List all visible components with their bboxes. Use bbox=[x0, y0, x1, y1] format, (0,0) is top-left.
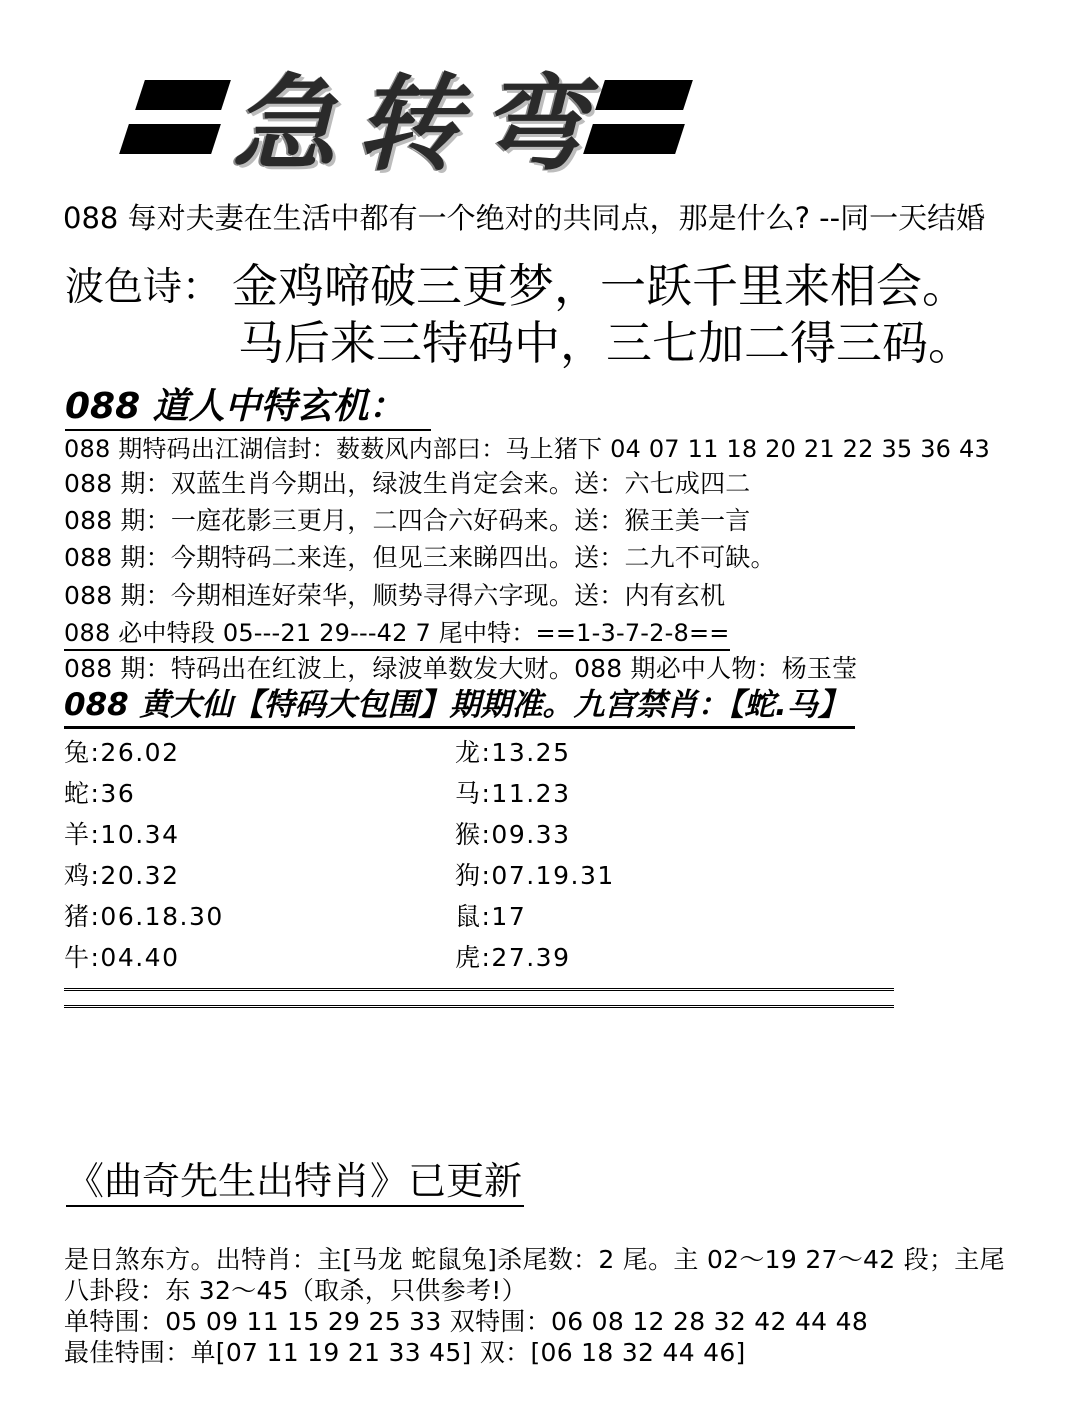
daoren-line-2: 088 期：双蓝生肖今期出，绿波生肖定会来。送：六七成四二 bbox=[64, 469, 751, 498]
banner-char-1: 急 bbox=[232, 62, 337, 185]
double-divider bbox=[64, 988, 894, 1008]
zodiac-left-4: 鸡:20.32 bbox=[64, 861, 180, 890]
cookie-line-1: 是日煞东方。出特肖：主[马龙 蛇鼠兔]杀尾数：2 尾。主 02～19 27～42 段；主尾 bbox=[64, 1245, 1005, 1274]
cookie-line-2: 八卦段：东 32～45（取杀，只供参考!） bbox=[64, 1276, 527, 1305]
daoren-line-7: 088 期：特码出在红波上，绿波单数发大财。088 期必中人物：杨玉莹 bbox=[64, 654, 858, 683]
zodiac-left-5: 猪:06.18.30 bbox=[64, 902, 224, 931]
poem-label: 波色诗： bbox=[65, 265, 222, 310]
daoren-line-3: 088 期：一庭花影三更月，二四合六好码来。送：猴王美一言 bbox=[64, 506, 751, 535]
riddle-line: 088 每对夫妻在生活中都有一个绝对的共同点，那是什么? --同一天结婚 bbox=[63, 201, 986, 235]
zodiac-right-2: 马:11.23 bbox=[455, 779, 571, 808]
zodiac-left-6: 牛:04.40 bbox=[64, 943, 180, 972]
banner-char-2: 转 bbox=[356, 62, 461, 185]
cookie-line-4: 最佳特围：单[07 11 19 21 33 45] 双：[06 18 32 44 46] bbox=[64, 1338, 746, 1367]
banner-left-bar-bottom bbox=[119, 124, 221, 154]
daoren-line-5: 088 期：今期相连好荣华，顺势寻得六字现。送：内有玄机 bbox=[64, 581, 726, 610]
daoren-line-1: 088 期特码出江湖信封：薮薮风内部曰：马上猪下 04 07 11 18 20 21 22 35 36 43 bbox=[64, 435, 990, 463]
zodiac-right-6: 虎:27.39 bbox=[455, 943, 571, 972]
banner-right-bar-bottom bbox=[583, 124, 685, 154]
banner-char-3: 弯 bbox=[480, 62, 585, 185]
daoren-section-title: 088 道人中特玄机： bbox=[65, 385, 431, 431]
daoren-line-4: 088 期：今期特码二来连，但见三来睇四出。送：二九不可缺。 bbox=[64, 543, 776, 572]
huangdaxian-title: 088 黄大仙【特码大包围】期期准。九宫禁肖：【蛇.马】 bbox=[64, 684, 855, 729]
banner-right-bar-top bbox=[595, 80, 693, 110]
zodiac-right-5: 鼠:17 bbox=[455, 902, 527, 931]
poem-line-2: 马后来三特码中，三七加二得三码。 bbox=[238, 316, 974, 370]
poem-line-1: 金鸡啼破三更梦，一跃千里来相会。 bbox=[232, 259, 968, 313]
zodiac-right-4: 狗:07.19.31 bbox=[455, 861, 615, 890]
zodiac-left-3: 羊:10.34 bbox=[64, 820, 180, 849]
zodiac-right-1: 龙:13.25 bbox=[455, 738, 571, 767]
banner-left-bar-top bbox=[135, 80, 231, 110]
zodiac-right-3: 猴:09.33 bbox=[455, 820, 571, 849]
cookie-section-title: 《曲奇先生出特肖》已更新 bbox=[66, 1157, 524, 1207]
zodiac-left-2: 蛇:36 bbox=[64, 779, 136, 808]
daoren-line-6: 088 必中特段 05---21 29---42 7 尾中特：==1-3-7-2-8== bbox=[64, 613, 730, 651]
zodiac-left-1: 兔:26.02 bbox=[64, 738, 180, 767]
cookie-line-3: 单特围：05 09 11 15 29 25 33 双特围：06 08 12 28 32 42 44 48 bbox=[64, 1307, 869, 1336]
